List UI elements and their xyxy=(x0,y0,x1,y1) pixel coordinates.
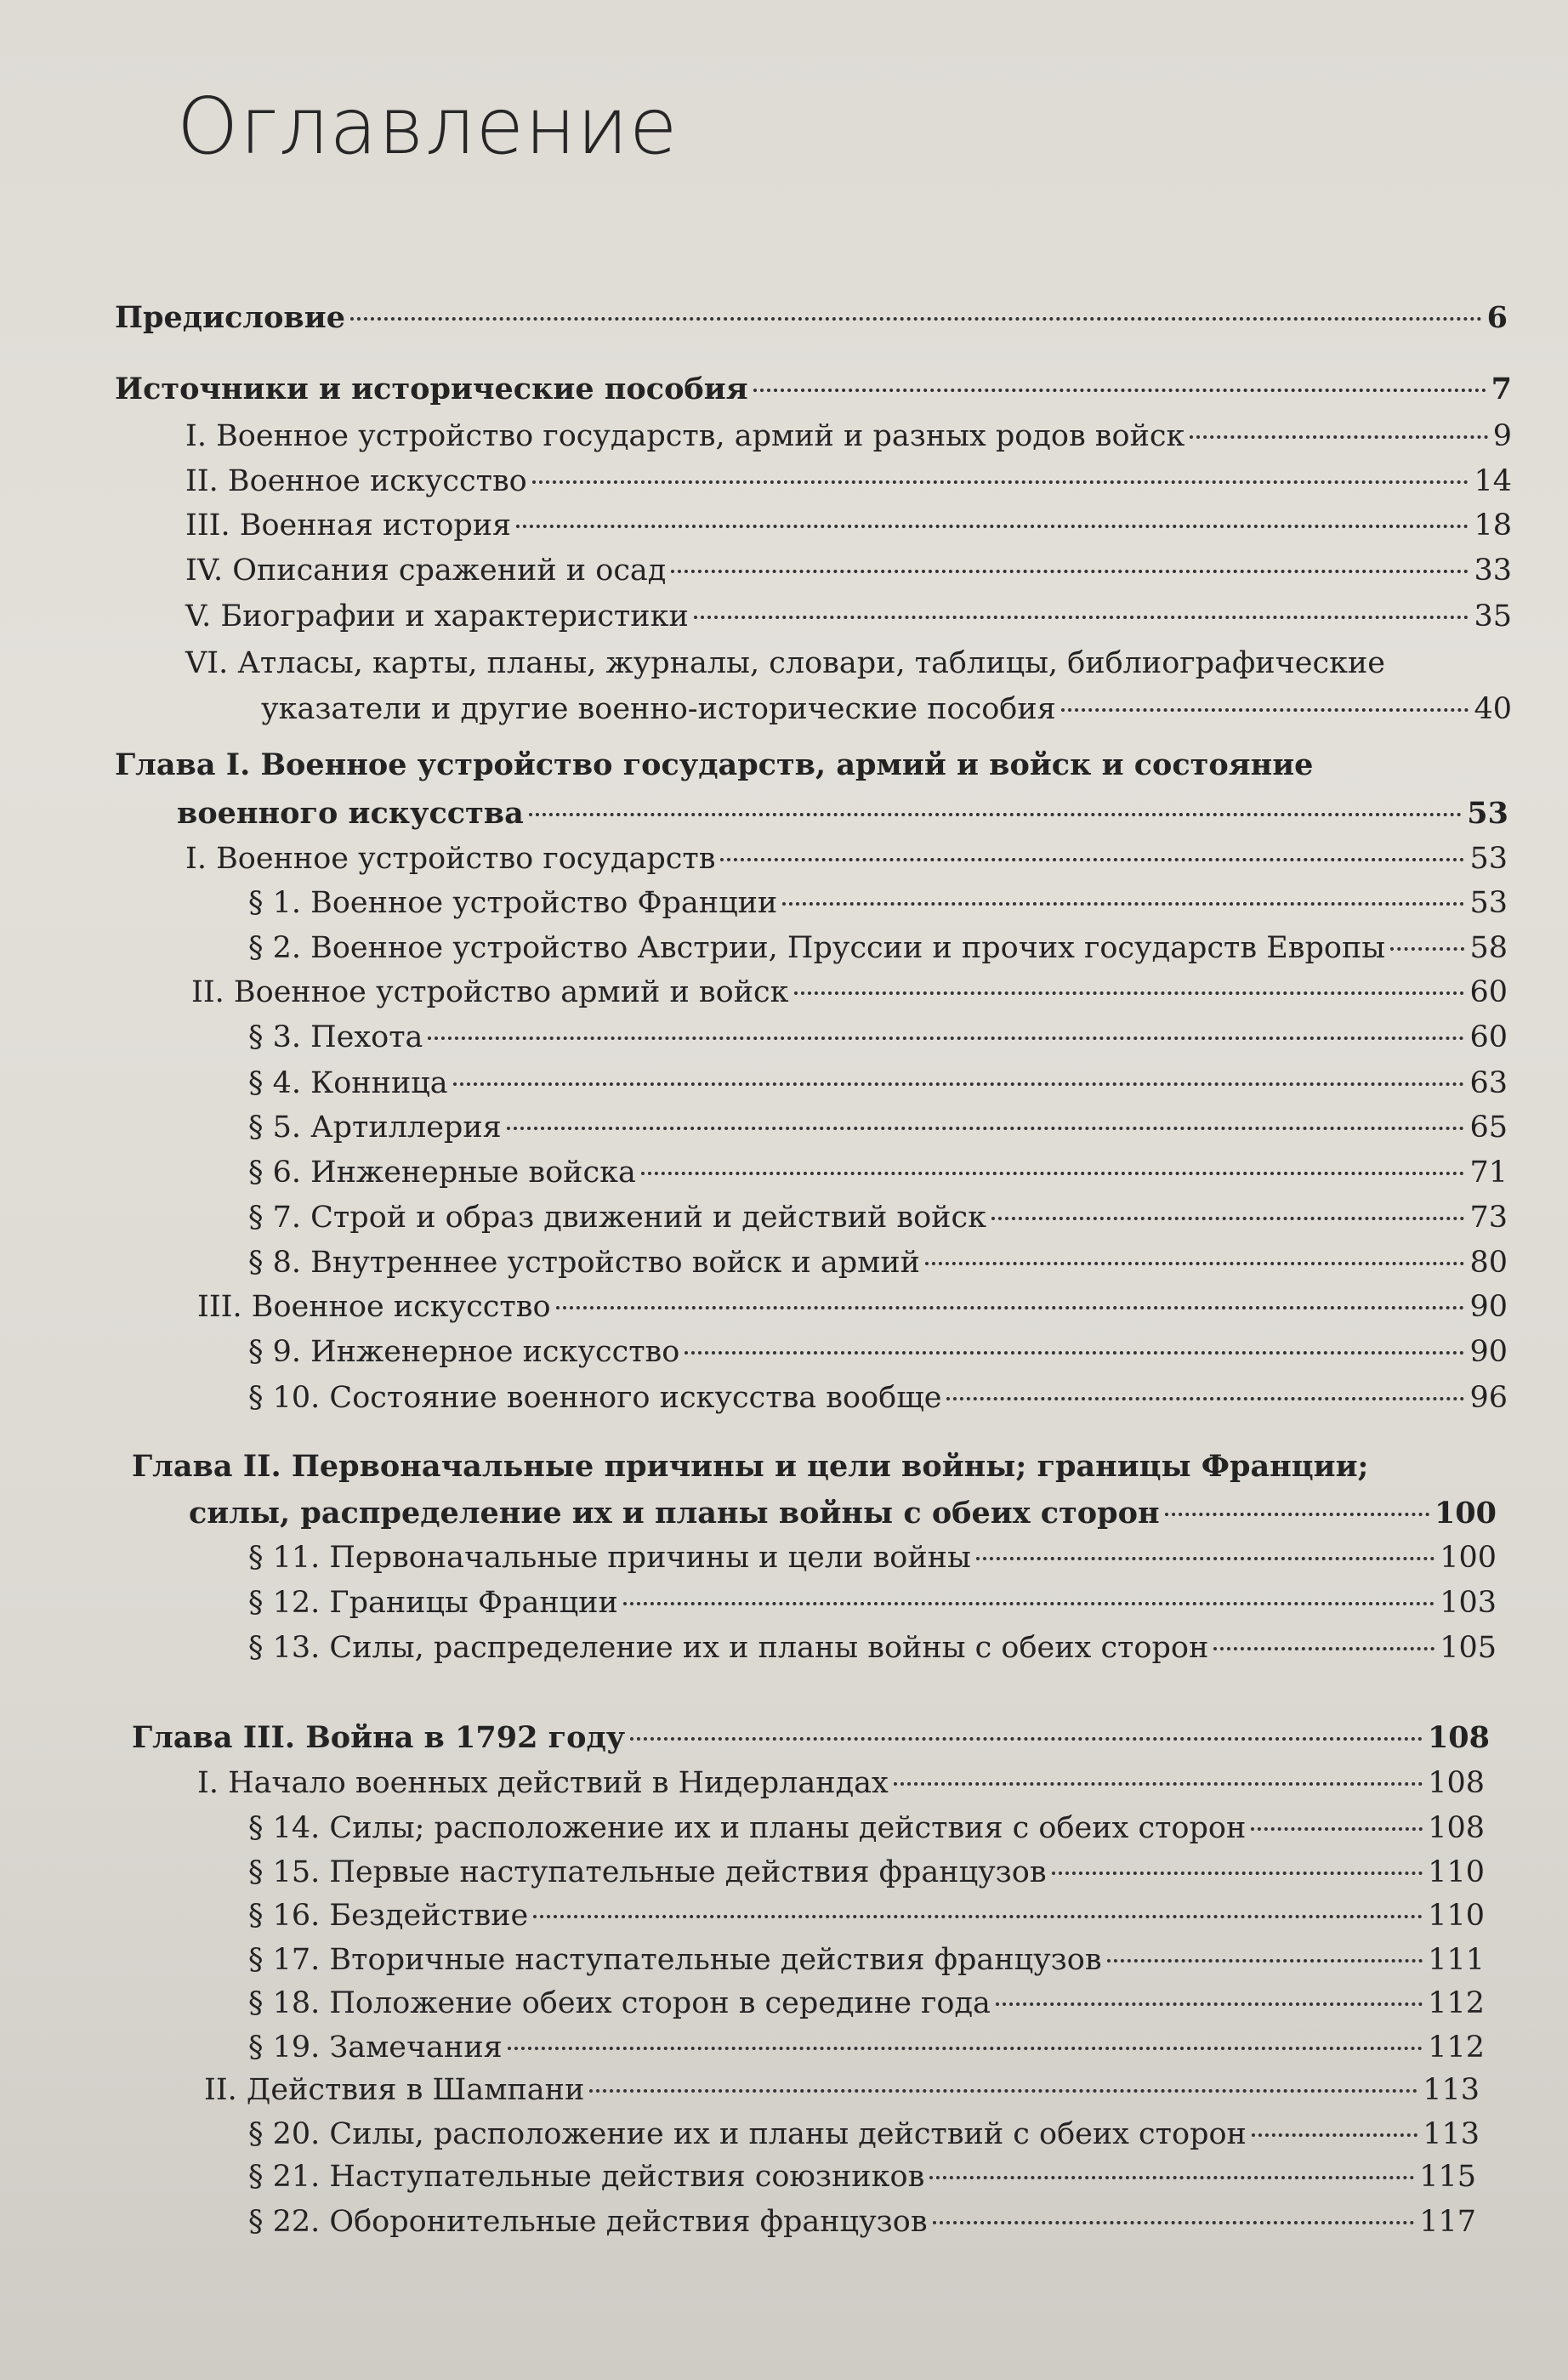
toc-entry-label: § 6. Инженерные войска xyxy=(248,1156,636,1190)
toc-entry xyxy=(248,1199,1508,1236)
toc-page-number: 71 xyxy=(1469,1156,1508,1190)
toc-entry-first-line: VI. Атласы, карты, планы, журналы, словари, таблицы, библиографические xyxy=(185,646,1385,680)
dot-leader xyxy=(529,813,1463,816)
toc-page-number: 90 xyxy=(1469,1290,1508,1324)
toc-page-number: 100 xyxy=(1434,1496,1497,1531)
toc-entry-label: § 15. Первые наступательные действия французов xyxy=(248,1855,1047,1889)
dot-leader xyxy=(428,1037,1464,1040)
toc-entry-label: § 4. Конница xyxy=(248,1066,448,1100)
toc-entry xyxy=(197,1764,1485,1802)
toc-entry xyxy=(248,1019,1508,1056)
dot-leader xyxy=(556,1306,1465,1309)
toc-entry-label: Источники и исторические пособия xyxy=(115,372,748,406)
dot-leader xyxy=(507,1127,1465,1130)
toc-page-number: 7 xyxy=(1491,372,1512,406)
dot-leader xyxy=(532,480,1469,484)
dot-leader xyxy=(933,2221,1415,2224)
toc-entry xyxy=(248,929,1508,967)
toc-entry xyxy=(248,1897,1485,1934)
toc-page-number: 53 xyxy=(1469,886,1508,920)
dot-leader xyxy=(1252,2133,1417,2137)
toc-page-number: 40 xyxy=(1474,692,1512,726)
toc-page-number: 9 xyxy=(1492,419,1512,453)
toc-entry xyxy=(197,1288,1508,1326)
toc-entry xyxy=(248,2158,1476,2195)
dot-leader xyxy=(453,1082,1465,1086)
toc-page-number: 6 xyxy=(1486,300,1508,335)
dot-leader xyxy=(1190,435,1487,439)
toc-entry xyxy=(248,1154,1508,1191)
toc-entry xyxy=(248,1985,1485,2022)
toc-entry-label: § 22. Оборонительные действия французов xyxy=(248,2205,928,2239)
dot-leader xyxy=(894,1782,1423,1786)
toc-entry-label: указатели и другие военно-исторические пособия xyxy=(261,692,1056,726)
toc-entry-label: Предисловие xyxy=(115,300,345,335)
dot-leader xyxy=(1107,1959,1423,1963)
toc-entry-label: § 3. Пехота xyxy=(248,1020,423,1054)
toc-page-number: 14 xyxy=(1474,464,1512,498)
dot-leader xyxy=(694,616,1469,619)
toc-entry xyxy=(248,1333,1508,1371)
toc-entry-label: § 2. Военное устройство Австрии, Пруссии и прочих государств Европы xyxy=(248,931,1386,965)
toc-entry-label: I. Военное устройство государств, армий и разных родов войск xyxy=(185,419,1185,453)
toc-page-number: 33 xyxy=(1474,554,1512,588)
toc-page-number: 111 xyxy=(1428,1943,1485,1977)
dot-leader xyxy=(925,1262,1464,1265)
toc-entry xyxy=(185,552,1512,589)
toc-entry-label: § 1. Военное устройство Франции xyxy=(248,886,778,920)
toc-entry-label: II. Военное устройство армий и войск xyxy=(191,975,789,1009)
toc-page-number: 112 xyxy=(1428,1986,1485,2020)
toc-page-number: 53 xyxy=(1467,796,1508,831)
toc-entry xyxy=(204,2071,1480,2109)
dot-leader xyxy=(623,1602,1434,1605)
dot-leader xyxy=(929,2176,1414,2179)
toc-entry-label: I. Военное устройство государств xyxy=(185,842,716,876)
toc-entry xyxy=(185,598,1512,635)
toc-page-number: 18 xyxy=(1474,508,1512,542)
toc-entry xyxy=(248,884,1508,922)
toc-page-number: 110 xyxy=(1428,1855,1485,1889)
toc-entry-label: военного искусства xyxy=(177,796,524,831)
dot-leader xyxy=(508,2047,1423,2050)
dot-leader xyxy=(516,525,1469,528)
toc-entry-first-line: Глава I. Военное устройство государств, армий и войск и состояние xyxy=(115,747,1314,782)
dot-leader xyxy=(720,858,1464,861)
toc-page-number: 73 xyxy=(1469,1201,1508,1235)
toc-page-number: 113 xyxy=(1423,2073,1480,2107)
toc-page-number: 53 xyxy=(1469,842,1508,876)
dot-leader xyxy=(1213,1647,1434,1650)
toc-entry xyxy=(248,1629,1497,1667)
toc-page-number: 105 xyxy=(1440,1631,1497,1665)
dot-leader xyxy=(1251,1827,1423,1831)
toc-section-entry xyxy=(132,1719,1490,1757)
toc-entry-label: § 9. Инженерное искусство xyxy=(248,1335,680,1369)
dot-leader xyxy=(991,1217,1464,1220)
toc-entry xyxy=(261,690,1512,728)
toc-page-number: 110 xyxy=(1428,1899,1485,1933)
dot-leader xyxy=(946,1397,1464,1400)
toc-entry-label: § 14. Силы; расположение их и планы действия с обеих сторон xyxy=(248,1811,1247,1845)
toc-entry-label: § 10. Состояние военного искусства вообще xyxy=(248,1381,942,1415)
toc-entry xyxy=(248,1941,1485,1979)
toc-page-number: 100 xyxy=(1440,1541,1497,1575)
toc-page-number: 60 xyxy=(1469,975,1508,1009)
toc-entry xyxy=(185,840,1508,878)
toc-page-number: 60 xyxy=(1469,1020,1508,1054)
toc-entry xyxy=(248,1109,1508,1146)
toc-entry-label: I. Начало военных действий в Нидерландах xyxy=(197,1766,889,1800)
dot-leader xyxy=(589,2089,1417,2093)
toc-page-number: 103 xyxy=(1440,1586,1497,1620)
dot-leader xyxy=(794,991,1465,995)
toc-page-number: 63 xyxy=(1469,1066,1508,1100)
toc-entry xyxy=(185,507,1512,544)
dot-leader xyxy=(1165,1513,1429,1516)
toc-entry-label: V. Биографии и характеристики xyxy=(185,599,689,633)
toc-entry xyxy=(185,417,1512,455)
toc-entry xyxy=(248,2116,1480,2153)
toc-entry-label: § 11. Первоначальные причины и цели войны xyxy=(248,1541,971,1575)
toc-entry-label: IV. Описания сражений и осад xyxy=(185,554,667,588)
dot-leader xyxy=(753,389,1486,392)
toc-entry-label: III. Военная история xyxy=(185,508,512,542)
toc-page-number: 35 xyxy=(1474,599,1512,633)
toc-entry xyxy=(248,1065,1508,1102)
toc-entry-label: силы, распределение их и планы войны с обеих сторон xyxy=(189,1496,1160,1531)
toc-section-entry xyxy=(189,1495,1497,1532)
toc-entry-label: § 8. Внутреннее устройство войск и армий xyxy=(248,1246,921,1280)
toc-entry-label: § 16. Бездействие xyxy=(248,1899,529,1933)
toc-entry xyxy=(248,1379,1508,1417)
dot-leader xyxy=(1052,1872,1423,1875)
dot-leader xyxy=(782,902,1464,906)
toc-entry-label: Глава III. Война в 1792 году xyxy=(132,1720,626,1755)
dot-leader xyxy=(350,317,1482,321)
toc-entry-label: § 13. Силы, распределение их и планы войны с обеих сторон xyxy=(248,1631,1209,1665)
toc-entry-label: II. Действия в Шампани xyxy=(204,2073,585,2107)
toc-entry xyxy=(248,1584,1497,1622)
toc-section-entry xyxy=(115,371,1512,408)
dot-leader xyxy=(641,1172,1465,1175)
dot-leader xyxy=(630,1737,1423,1741)
toc-entry-label: III. Военное искусство xyxy=(197,1290,551,1324)
toc-page-number: 115 xyxy=(1419,2160,1476,2194)
toc-page-number: 108 xyxy=(1428,1811,1485,1845)
toc-entry-label: § 5. Артиллерия xyxy=(248,1110,502,1145)
dot-leader xyxy=(685,1351,1464,1355)
toc-entry-first-line: Глава II. Первоначальные причины и цели войны; границы Франции; xyxy=(132,1449,1369,1484)
toc-section-entry xyxy=(115,299,1508,337)
toc-page-number: 80 xyxy=(1469,1246,1508,1280)
page-title: Оглавление xyxy=(177,81,679,172)
toc-entry-label: II. Военное искусство xyxy=(185,464,527,498)
dot-leader xyxy=(533,1915,1423,1918)
toc-entry xyxy=(248,1539,1497,1576)
toc-entry xyxy=(248,1809,1485,1847)
toc-entry xyxy=(248,1244,1508,1281)
toc-entry xyxy=(248,1854,1485,1891)
toc-entry xyxy=(248,2203,1476,2241)
toc-entry xyxy=(185,463,1512,500)
toc-page-number: 108 xyxy=(1427,1720,1490,1755)
toc-page-number: 117 xyxy=(1419,2205,1476,2239)
toc-entry xyxy=(191,974,1508,1011)
toc-page-number: 108 xyxy=(1428,1766,1485,1800)
toc-page-number: 96 xyxy=(1469,1381,1508,1415)
toc-page-number: 65 xyxy=(1469,1110,1508,1145)
toc-page-number: 58 xyxy=(1469,931,1508,965)
toc-entry-label: § 18. Положение обеих сторон в середине года xyxy=(248,1986,991,2020)
toc-entry xyxy=(248,2029,1485,2066)
dot-leader xyxy=(1061,708,1469,712)
toc-page-number: 113 xyxy=(1423,2117,1480,2151)
toc-entry-label: § 20. Силы, расположение их и планы действий с обеих сторон xyxy=(248,2117,1247,2151)
toc-section-entry xyxy=(177,795,1508,832)
toc-entry-label: § 12. Границы Франции xyxy=(248,1586,618,1620)
dot-leader xyxy=(976,1557,1434,1560)
toc-page-number: 90 xyxy=(1469,1335,1508,1369)
dot-leader xyxy=(996,2002,1423,2006)
toc-entry-label: § 7. Строй и образ движений и действий войск xyxy=(248,1201,986,1235)
toc-page-number: 112 xyxy=(1428,2031,1485,2065)
dot-leader xyxy=(671,570,1469,573)
toc-entry-label: § 19. Замечания xyxy=(248,2031,503,2065)
toc-entry-label: § 21. Наступательные действия союзников xyxy=(248,2160,925,2194)
dot-leader xyxy=(1390,947,1464,951)
toc-entry-label: § 17. Вторичные наступательные действия французов xyxy=(248,1943,1102,1977)
